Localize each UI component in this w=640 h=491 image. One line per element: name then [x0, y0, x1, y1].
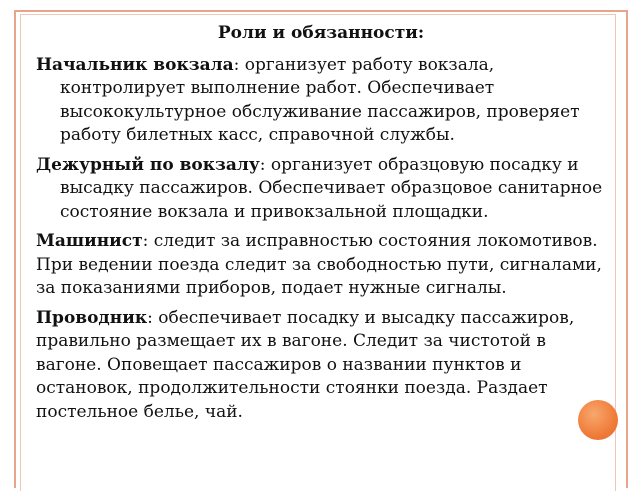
slide-content: [36, 22, 606, 430]
role-name: Машинист: [36, 231, 143, 251]
role-conductor: [36, 307, 606, 425]
role-station-duty: [36, 154, 606, 225]
role-description: : организует образцовую посадку и высадку пассажиров. Обеспечивает образцовое санитарное состояние вокзала и привокзальной площадки.: [60, 154, 603, 222]
role-description: : обеспечивает посадку и высадку пассажиров, правильно размещает их в вагоне. Следит за чистотой в вагоне. Оповещает пассажиров о названии пунктов и остановок, продолжительности стоянки поезда. Раздает постельное белье, чай.: [36, 307, 575, 422]
role-description: : следит за исправностью состояния локомотивов. При ведении поезда следит за свободностью пути, сигналами, за показаниями приборов, подает нужные сигналы.: [36, 231, 602, 298]
slide-title: Роли и обязанности:: [217, 23, 425, 43]
role-description: : организует работу вокзала, контролирует выполнение работ. Обеспечивает высококультурное обслуживание пассажиров, проверяет работу билетных касс, справочной службы.: [60, 54, 580, 145]
role-station-head: [36, 54, 606, 148]
role-name: Начальник вокзала: [36, 54, 234, 75]
decorative-circle-icon: [578, 400, 618, 440]
role-driver: [36, 230, 606, 301]
role-name: Дежурный по вокзалу: [36, 154, 260, 175]
role-name: Проводник: [36, 307, 148, 328]
